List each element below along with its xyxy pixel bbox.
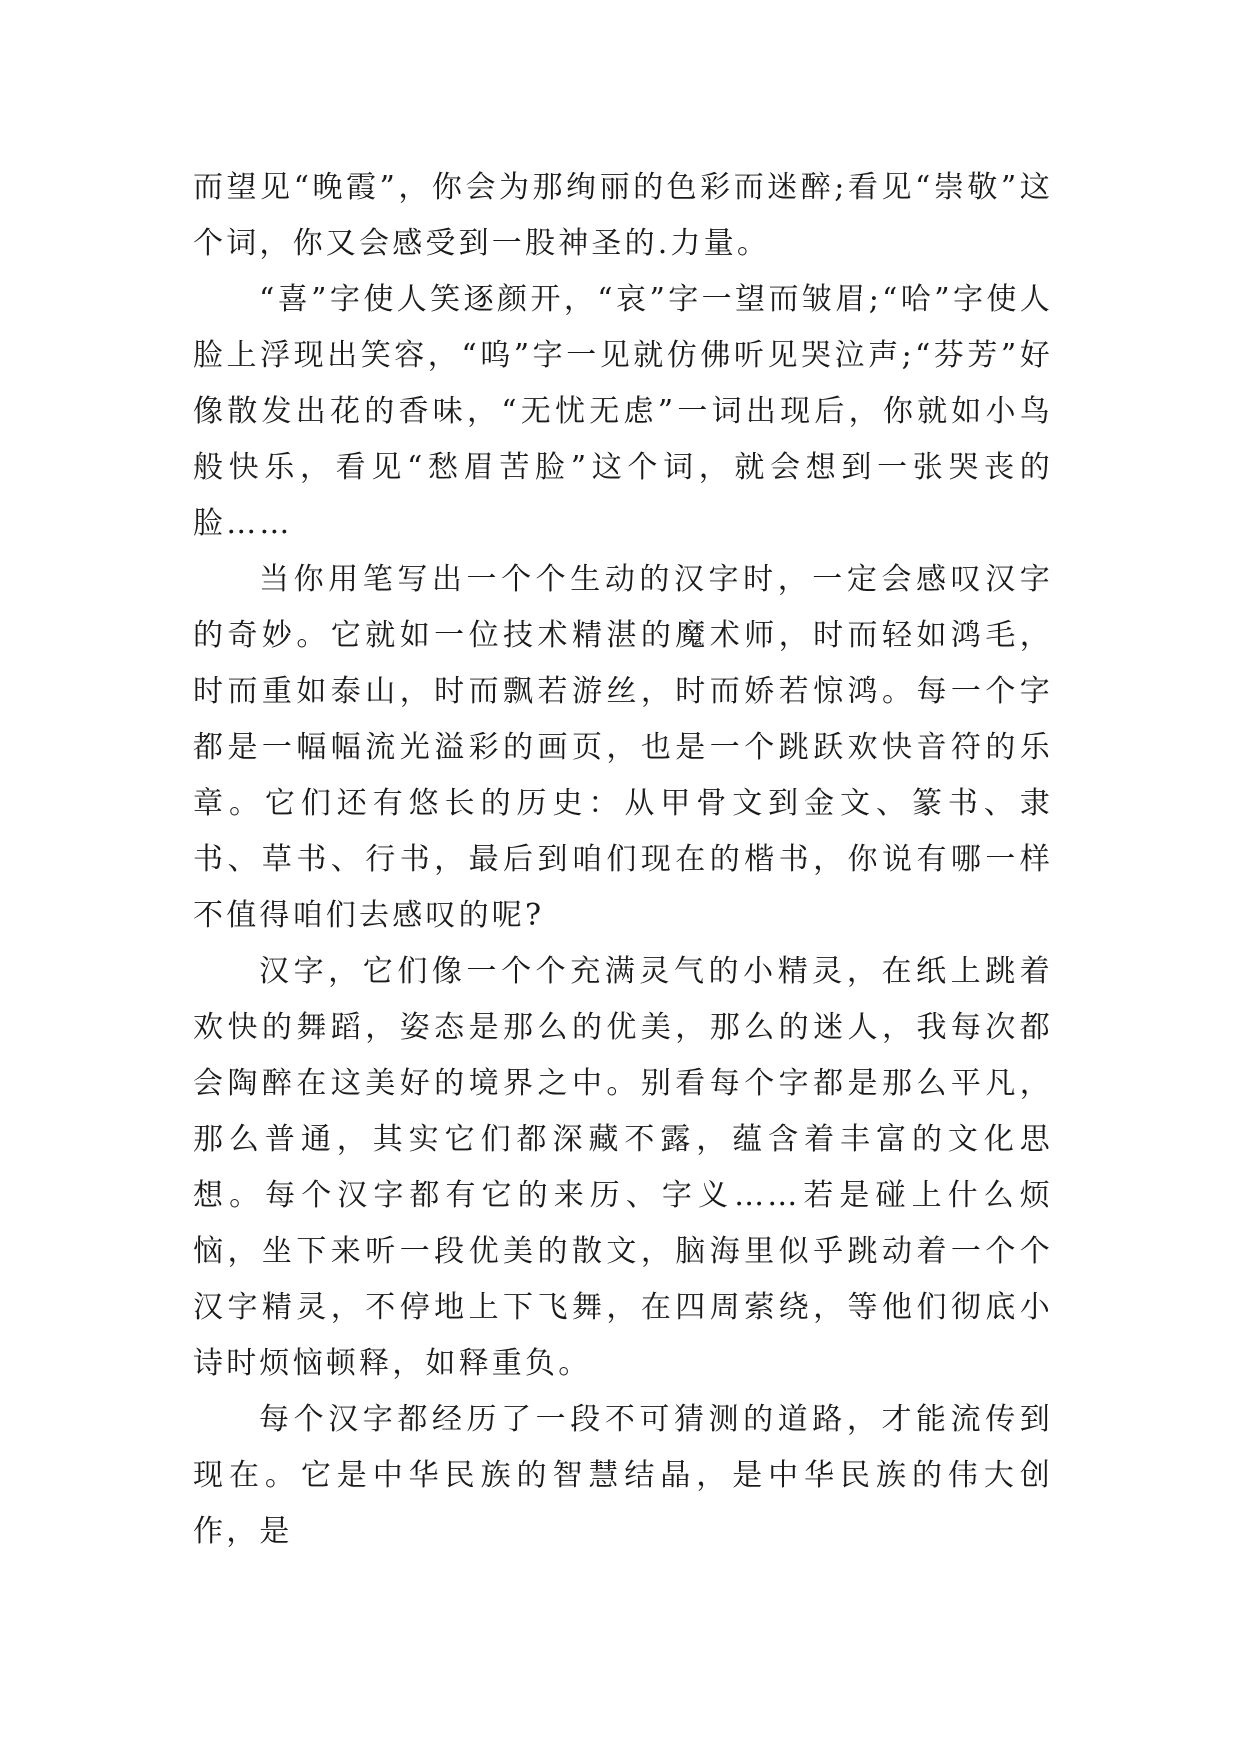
paragraph-1: 而望见“晚霞”，你会为那绚丽的色彩而迷醉;看见“崇敬”这个词，你又会感受到一股神圣的.力量。 [193,170,1053,261]
paragraph-4: 汉字，它们像一个个充满灵气的小精灵，在纸上跳着欢快的舞蹈，姿态是那么的优美，那么的迷人，我每次都会陶醉在这美好的境界之中。别看每个字都是那么平凡，那么普通，其实它们都深藏不露，蕴含着丰富的文化思想。每个汉字都有它的来历、字义……若是碰上什么烦恼，坐下来听一段优美的散文，脑海里似乎跳动着一个个汉字精灵，不停地上下飞舞，在四周萦绕，等他们彻底小诗时烦恼顿释，如释重负。 [193,954,1053,1381]
paragraph-3: 当你用笔写出一个个生动的汉字时，一定会感叹汉字的奇妙。它就如一位技术精湛的魔术师，时而轻如鸿毛，时而重如泰山，时而飘若游丝，时而娇若惊鸿。每一个字都是一幅幅流光溢彩的画页，也是一个跳跃欢快音符的乐章。它们还有悠长的历史：从甲骨文到金文、篆书、隶书、草书、行书，最后到咱们现在的楷书，你说有哪一样不值得咱们去感叹的呢? [193,562,1053,933]
body-text [193,160,1053,1560]
paragraph-2: “喜”字使人笑逐颜开，“哀”字一望而皱眉;“哈”字使人脸上浮现出笑容，“呜”字一见就仿佛听见哭泣声;“芬芳”好像散发出花的香味，“无忧无虑”一词出现后，你就如小鸟般快乐，看见“愁眉苦脸”这个词，就会想到一张哭丧的脸…… [193,282,1053,541]
paragraph-5: 每个汉字都经历了一段不可猜测的道路，才能流传到现在。它是中华民族的智慧结晶，是中华民族的伟大创作，是 [193,1402,1053,1549]
